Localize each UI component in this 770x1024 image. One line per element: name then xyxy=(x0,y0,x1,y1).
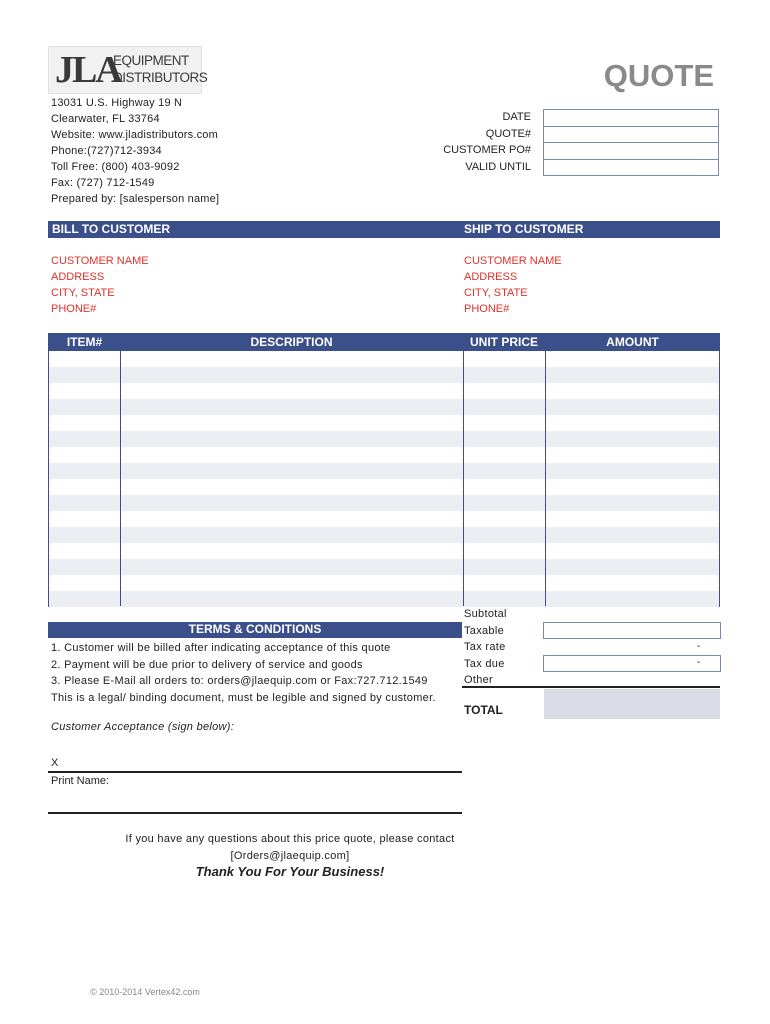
bill-city-state[interactable]: CITY, STATE xyxy=(51,287,115,299)
customer-acceptance-label: Customer Acceptance (sign below): xyxy=(51,721,235,733)
page-title: QUOTE xyxy=(603,58,714,93)
tollfree-line: Toll Free: (800) 403-9092 xyxy=(51,161,180,173)
table-row[interactable] xyxy=(49,543,719,559)
terms-line: 1. Customer will be billed after indicating acceptance of this quote xyxy=(51,642,391,654)
valid-until-label: VALID UNTIL xyxy=(465,160,531,173)
table-row[interactable] xyxy=(49,463,719,479)
items-table-header xyxy=(49,334,719,351)
website-line: Website: www.jladistributors.com xyxy=(51,129,218,141)
contact-email: [Orders@jlaequip.com] xyxy=(230,850,350,862)
bill-to-header: BILL TO CUSTOMER xyxy=(52,222,171,236)
date-label: DATE xyxy=(502,111,531,123)
quote-number-label: QUOTE# xyxy=(485,127,531,140)
table-row[interactable] xyxy=(49,511,719,527)
signature-x: X xyxy=(51,757,59,769)
table-row[interactable] xyxy=(49,399,719,415)
total-divider xyxy=(462,686,720,688)
table-row[interactable] xyxy=(49,559,719,575)
print-name-label: Print Name: xyxy=(51,775,110,787)
logo-mark: JLA xyxy=(55,49,121,91)
table-row[interactable] xyxy=(49,575,719,591)
table-row[interactable] xyxy=(49,479,719,495)
table-row[interactable] xyxy=(49,351,719,367)
other-label: Other xyxy=(464,674,494,686)
date-field[interactable] xyxy=(543,109,719,127)
address-line: 13031 U.S. Highway 19 N xyxy=(51,97,183,109)
copyright: © 2010-2014 Vertex42.com xyxy=(90,987,200,997)
quote-number-field[interactable] xyxy=(543,127,719,144)
phone-line: Phone:(727)712-3934 xyxy=(51,145,162,157)
tax-due-label: Tax due xyxy=(464,657,505,670)
col-item-number: ITEM# xyxy=(66,335,103,349)
col-description: DESCRIPTION xyxy=(250,335,333,349)
print-name-line[interactable] xyxy=(48,812,462,814)
ship-to-header: SHIP TO CUSTOMER xyxy=(464,222,584,236)
fax-line: Fax: (727) 712-1549 xyxy=(51,177,155,189)
address-line: Clearwater, FL 33764 xyxy=(51,113,160,125)
column-divider xyxy=(120,334,121,606)
quote-meta-fields xyxy=(543,109,719,176)
ship-customer-name[interactable]: CUSTOMER NAME xyxy=(464,255,562,267)
totals-labels xyxy=(464,606,507,689)
customer-po-label: CUSTOMER PO# xyxy=(443,144,531,156)
company-logo xyxy=(48,46,208,94)
thank-you-message: Thank You For Your Business! xyxy=(195,864,385,879)
bill-address[interactable]: ADDRESS xyxy=(51,271,105,283)
table-row[interactable] xyxy=(49,367,719,383)
prepared-by-line: Prepared by: [salesperson name] xyxy=(51,193,220,205)
column-divider xyxy=(463,334,464,606)
terms-list xyxy=(51,640,436,706)
tax-due-value: - xyxy=(697,657,701,668)
table-row[interactable] xyxy=(49,591,719,607)
logo-line-1: EQUIPMENT xyxy=(113,53,189,68)
total-field[interactable] xyxy=(544,689,720,719)
terms-header: TERMS & CONDITIONS xyxy=(48,622,462,638)
valid-until-field[interactable] xyxy=(543,160,719,177)
signature-line[interactable] xyxy=(48,771,462,773)
terms-line: This is a legal/ binding document, must be legible and signed by customer. xyxy=(51,691,436,704)
logo-line-2: DISTRIBUTORS xyxy=(113,70,208,85)
items-table xyxy=(48,333,720,607)
table-row[interactable] xyxy=(49,495,719,511)
col-unit-price: UNIT PRICE xyxy=(469,335,538,349)
tax-rate-label: Tax rate xyxy=(464,641,506,653)
subtotal-label: Subtotal xyxy=(464,608,507,620)
bill-customer-name[interactable]: CUSTOMER NAME xyxy=(51,255,149,267)
bill-phone[interactable]: PHONE# xyxy=(51,303,97,315)
column-divider xyxy=(545,334,546,606)
company-address xyxy=(51,95,219,207)
ship-address[interactable]: ADDRESS xyxy=(464,271,518,283)
ship-phone[interactable]: PHONE# xyxy=(464,303,510,315)
ship-city-state[interactable]: CITY, STATE xyxy=(464,287,528,299)
bill-to-block xyxy=(51,253,149,317)
terms-line: 3. Please E-Mail all orders to: orders@jlaequip.com or Fax:727.712.1549 xyxy=(51,675,428,687)
customer-header-band xyxy=(48,221,720,238)
tax-due-field[interactable] xyxy=(543,655,721,672)
quote-meta-labels xyxy=(380,109,531,175)
col-amount: AMOUNT xyxy=(606,335,659,349)
total-label: TOTAL xyxy=(464,703,503,717)
contact-note xyxy=(100,831,480,865)
tax-rate-value: - xyxy=(697,641,701,652)
contact-line: If you have any questions about this price quote, please contact xyxy=(125,833,455,845)
ship-to-block xyxy=(464,253,562,317)
table-row[interactable] xyxy=(49,383,719,399)
table-row[interactable] xyxy=(49,447,719,463)
table-row[interactable] xyxy=(49,431,719,447)
taxable-field[interactable] xyxy=(543,622,721,639)
terms-line: 2. Payment will be due prior to delivery of service and goods xyxy=(51,658,363,671)
taxable-label: Taxable xyxy=(464,624,505,637)
table-row[interactable] xyxy=(49,527,719,543)
customer-po-field[interactable] xyxy=(543,143,719,160)
table-row[interactable] xyxy=(49,415,719,431)
